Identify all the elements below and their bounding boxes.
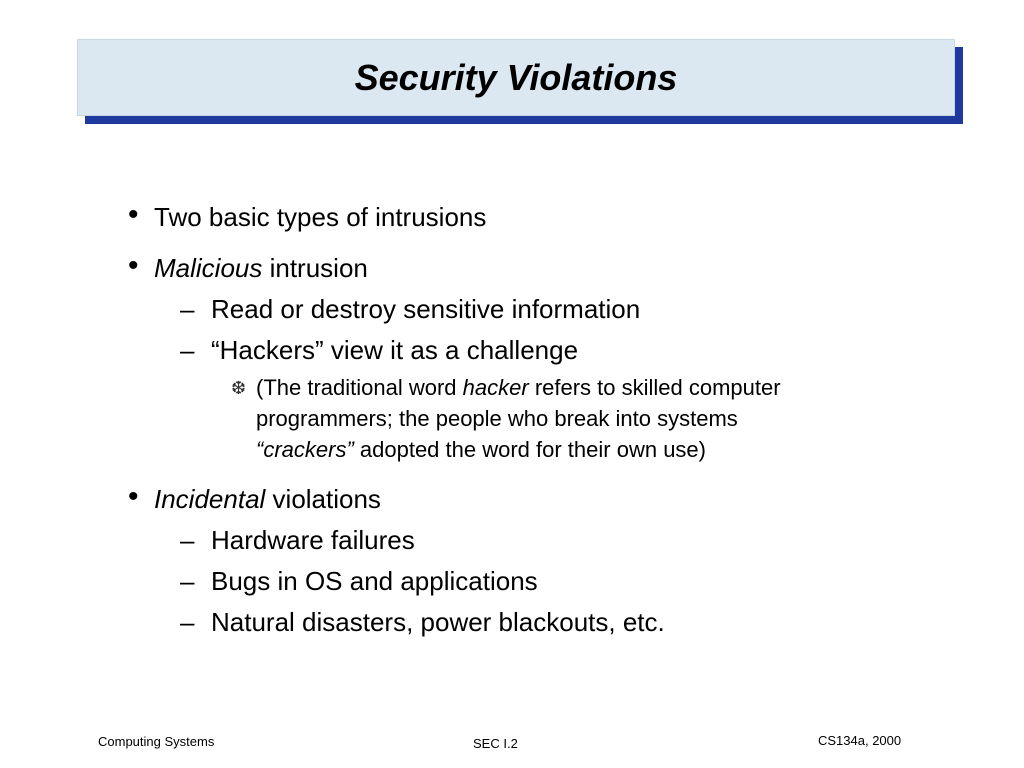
dash-marker: – <box>180 525 195 555</box>
footer-left: Computing Systems <box>98 734 215 749</box>
note-line-1-post: refers to skilled computer <box>528 375 781 400</box>
footer-right: CS134a, 2000 <box>818 733 902 748</box>
dash-marker: – <box>180 566 195 596</box>
dash-marker: – <box>180 607 195 637</box>
bullet-item-incidental <box>154 484 381 514</box>
incidental-rest: violations <box>265 484 381 514</box>
note-line-1-pre: (The traditional word <box>256 375 463 400</box>
footer-page-number: SEC I.2 <box>473 736 518 751</box>
sub-item-hardware: Hardware failures <box>211 525 415 555</box>
note-line-3 <box>256 437 706 463</box>
sub-item-read-destroy: Read or destroy sensitive information <box>211 294 641 324</box>
slide-title: Security Violations <box>354 56 678 98</box>
incidental-term: Incidental <box>154 484 266 514</box>
bullet-marker: • <box>128 480 139 513</box>
sub-item-bugs: Bugs in OS and applications <box>211 566 538 596</box>
note-line-2: programmers; the people who break into systems <box>256 406 738 431</box>
snowflake-icon: ❆ <box>231 378 247 398</box>
title-box <box>77 39 955 116</box>
note-line-3-post: adopted the word for their own use) <box>353 437 706 462</box>
dash-marker: – <box>180 294 195 324</box>
dash-marker: – <box>180 335 195 365</box>
malicious-term: Malicious <box>154 253 263 283</box>
note-term-crackers: “crackers” <box>256 437 354 462</box>
malicious-rest: intrusion <box>262 253 368 283</box>
sub-item-hackers: “Hackers” view it as a challenge <box>211 335 579 365</box>
bullet-item-intrusion-types: Two basic types of intrusions <box>154 202 487 232</box>
bullet-marker: • <box>128 198 139 231</box>
note-line-1 <box>256 375 781 401</box>
bullet-item-malicious <box>154 253 368 283</box>
sub-item-natural-disasters: Natural disasters, power blackouts, etc. <box>211 607 665 637</box>
bullet-marker: • <box>128 249 139 282</box>
note-term-hacker: hacker <box>462 375 529 400</box>
